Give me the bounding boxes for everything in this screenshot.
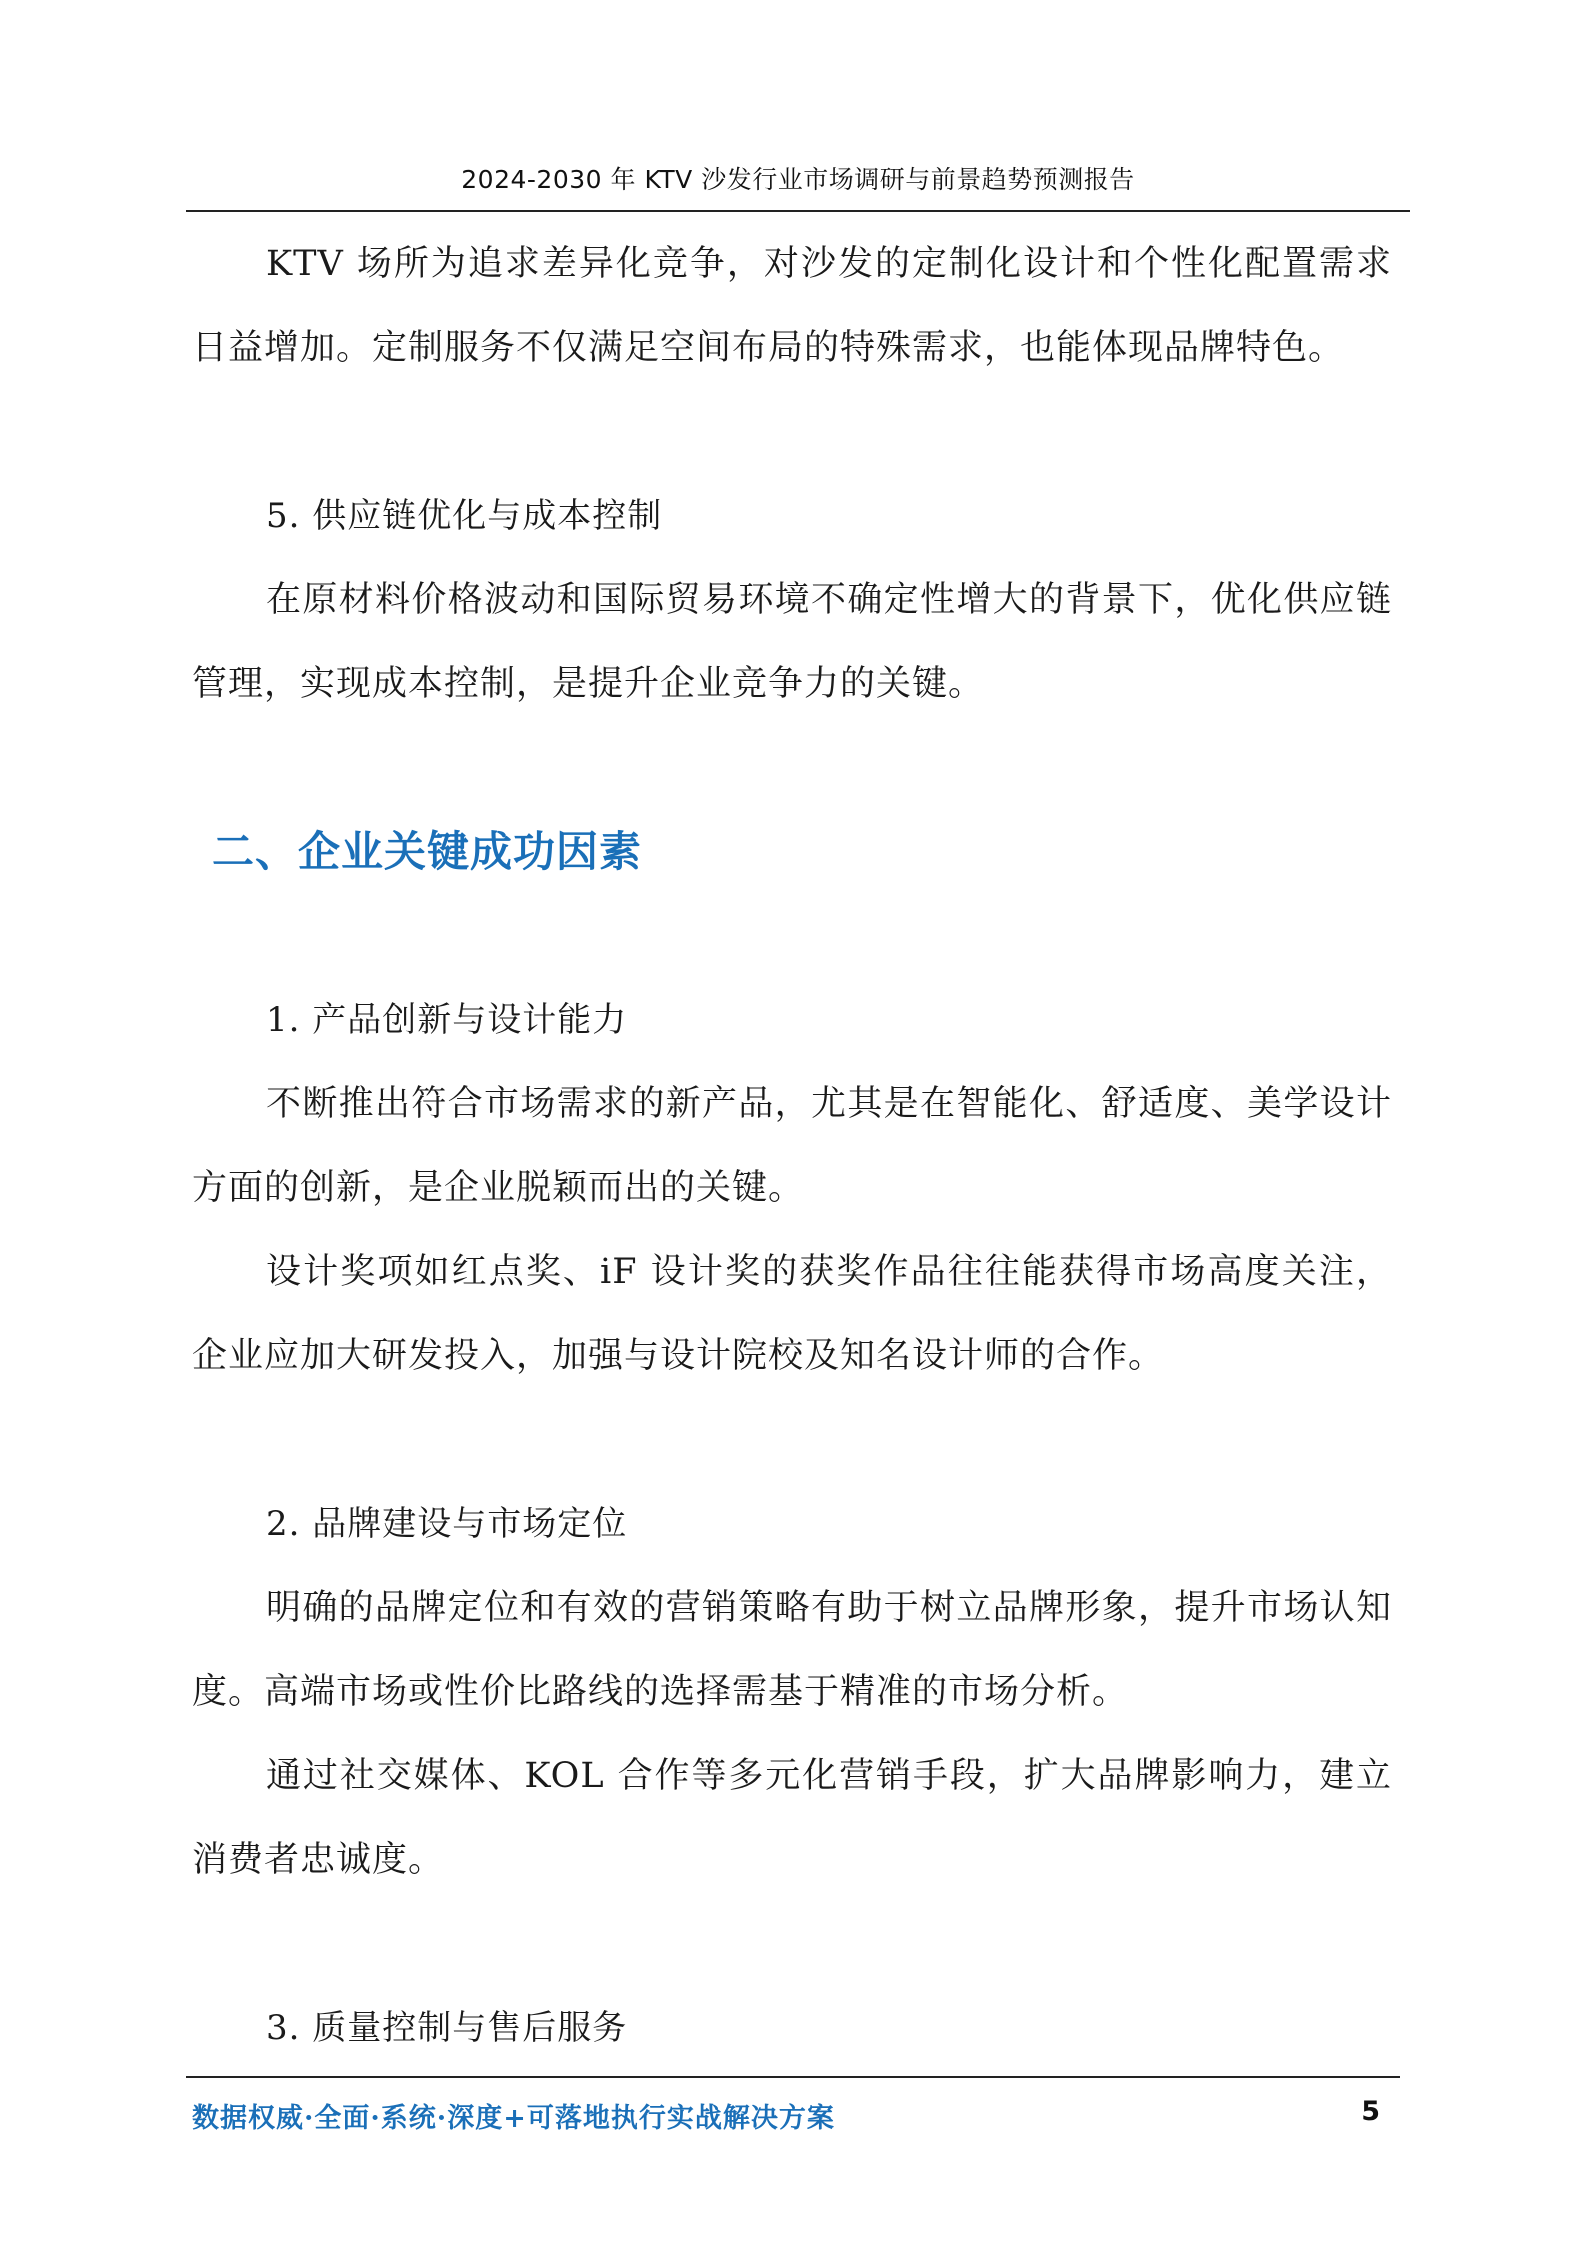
spacer [192,894,1392,978]
paragraph-innovation: 不断推出符合市场需求的新产品，尤其是在智能化、舒适度、美学设计方面的创新，是企业脱颖而出的关键。 [192,1084,1392,1208]
spacer [192,1398,1392,1482]
page-number: 5 [1361,2096,1380,2127]
subheading-branding: 2. 品牌建设与市场定位 [266,1504,628,1544]
spacer [192,726,1392,810]
paragraph-customization: KTV 场所为追求差异化竞争，对沙发的定制化设计和个性化配置需求日益增加。定制服务不仅满足空间布局的特殊需求，也能体现品牌特色。 [192,244,1392,368]
paragraph-supply-chain: 在原材料价格波动和国际贸易环境不确定性增大的背景下，优化供应链管理，实现成本控制，是提升企业竞争力的关键。 [192,580,1392,704]
header-divider [186,210,1410,212]
paragraph-brand-positioning: 明确的品牌定位和有效的营销策略有助于树立品牌形象，提升市场认知度。高端市场或性价比路线的选择需基于精准的市场分析。 [192,1588,1392,1712]
spacer [192,390,1392,474]
section-title-success-factors: 二、企业关键成功因素 [212,827,643,876]
subheading-quality: 3. 质量控制与售后服务 [266,2008,628,2048]
running-header: 2024-2030 年 KTV 沙发行业市场调研与前景趋势预测报告 [461,165,1135,194]
body-content [192,222,1392,2070]
footer-slogan: 数据权威·全面·系统·深度+可落地执行实战解决方案 [192,2103,835,2134]
subheading-innovation: 1. 产品创新与设计能力 [266,1000,628,1040]
footer-divider [186,2076,1400,2078]
spacer [192,1902,1392,1986]
paragraph-marketing: 通过社交媒体、KOL 合作等多元化营销手段，扩大品牌影响力，建立消费者忠诚度。 [192,1756,1392,1880]
paragraph-design-awards: 设计奖项如红点奖、iF 设计奖的获奖作品往往能获得市场高度关注，企业应加大研发投入，加强与设计院校及知名设计师的合作。 [192,1252,1392,1376]
subheading-supply-chain: 5. 供应链优化与成本控制 [266,496,663,536]
